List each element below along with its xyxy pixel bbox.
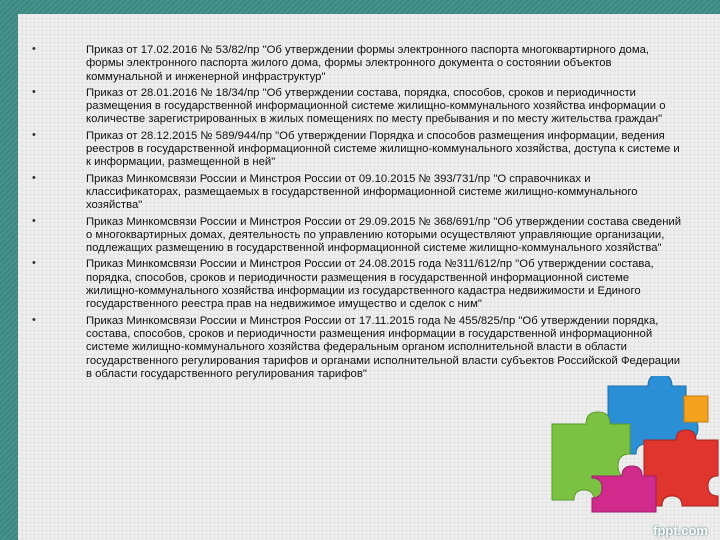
list-item-text: Приказ Минкомсвязи России и Минстроя России от 09.10.2015 № 393/731/пр "О справочниках и классификаторах, размещаемых в государственной информационной системе жилищно-коммунального хозяйства" xyxy=(86,172,638,212)
list-item-text: Приказ от 17.02.2016 № 53/82/пр "Об утверждении формы электронного паспорта многоквартирного дома, формы электронного паспорта жилого дома, формы электронного документа о состоянии объектов коммунальной и инженерной инфраструктур" xyxy=(86,44,650,83)
list-item xyxy=(32,216,682,256)
list-item-text: Приказ Минкомсвязи России и Минстроя России от 29.09.2015 № 368/691/пр "Об утверждении состава сведений о многоквартирных домах, деятельность по управлению которыми осуществляют управляющие организации, подлежащих размещению в государственной информационной системе жилищно-коммунального хозяйства" xyxy=(86,215,682,255)
list-item xyxy=(32,87,682,127)
puzzle-piece-orange xyxy=(684,396,708,422)
bullet: • xyxy=(32,313,36,326)
bullet: • xyxy=(32,43,36,55)
bullet: • xyxy=(32,214,36,227)
list-item-text: Приказ от 28.01.2016 № 18/34/пр "Об утверждении состава, порядка, способов, сроков и периодичности размещения в государственной информационной системе жилищно-коммунального хозяйства информации о количестве зарегистрированных в жилых помещениях по месту пребывания и по месту жительства граждан" xyxy=(86,86,666,126)
bullet: • xyxy=(32,128,36,141)
list-item xyxy=(32,130,682,170)
bullet: • xyxy=(32,85,36,98)
regulation-list xyxy=(32,44,682,381)
list-item-text: Приказ от 28.12.2015 № 589/944/пр "Об утверждении Порядка и способов размещения информации, ведения реестров в государственной информационной системе жилищно-коммунального хозяйства, доступа к системе и к информации, размещенной в ней" xyxy=(86,129,680,169)
list-item xyxy=(32,173,682,213)
slide-body xyxy=(18,14,720,540)
list-item-text: Приказ Минкомсвязи России и Минстроя России от 24.08.2015 года №311/612/пр "Об утверждении состава, порядка, способов, сроков и периодичности размещения в государственной информационной системе жилищно-коммунального хозяйства информации из государственного кадастра недвижимости и Единого государственного реестра прав на недвижимое имущество и сделок с ним" xyxy=(86,258,654,311)
list-item xyxy=(32,44,682,84)
bullet: • xyxy=(32,257,36,270)
list-item-text: Приказ Минкомсвязи России и Минстроя России от 17.11.2015 года № 455/825/пр "Об утверждении порядка, состава, способов, сроков и периодичности размещения информации в государственной информационной системе жилищно-коммунального хозяйства федеральным органом исполнительной власти в области государственного регулирования тарифов и органами исполнительной власти субъектов Российской Федерации в области государственного регулирования тарифов" xyxy=(86,314,681,380)
puzzle-pieces-icon xyxy=(548,376,720,516)
list-item xyxy=(32,258,682,311)
brand-logo-text: fppt.com xyxy=(653,523,708,538)
list-item xyxy=(32,315,682,381)
bullet: • xyxy=(32,171,36,184)
